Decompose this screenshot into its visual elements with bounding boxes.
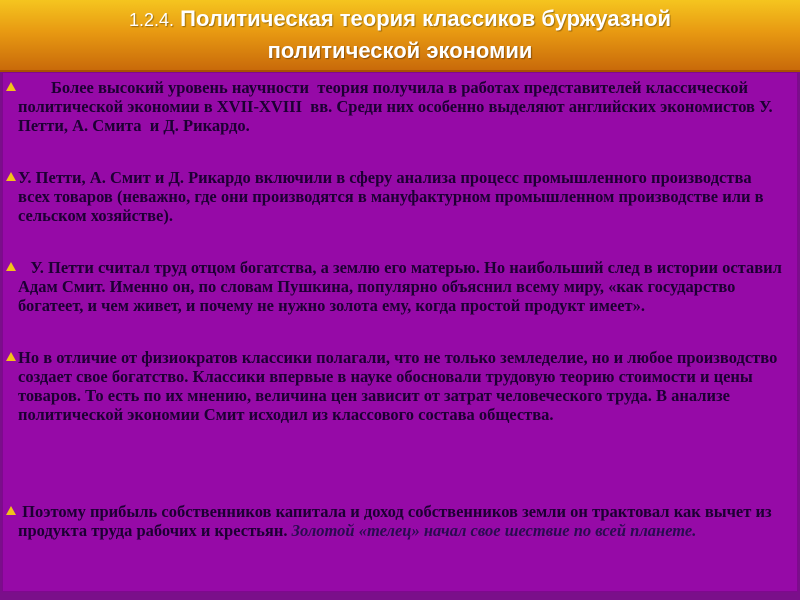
bullet-item: [18, 502, 786, 540]
content-panel: [2, 72, 798, 592]
bullet-item: [18, 348, 786, 424]
bullet-italic-text: Золотой «телец» начал свое шествие по всей планете.: [291, 521, 697, 540]
slide-title-line2: политической экономии: [267, 38, 533, 63]
bullet-text: У. Петти, А. Смит и Д. Рикардо включили в сферу анализа процесс промышленного производства всех товаров (неважно, где они производятся в мануфактурном промышленном производстве или в сельском хозяйстве).: [18, 168, 764, 225]
title-text-line1: Политическая теория классиков буржуазной: [180, 6, 672, 31]
section-number: 1.2.4.: [128, 10, 174, 30]
bullet-text: Но в отличие от физиократов классики полагали, что не только земледелие, но и любое производство создает свое богатство. Классики впервые в науке обосновали трудовую теорию стоимости и цены товаров. То есть по их мнению, величина цен зависит от затрат человеческого труда. В анализе политической экономии Смит исходил из классового состава общества.: [18, 348, 778, 424]
triangle-bullet-icon: [6, 82, 16, 91]
slide-header: [0, 0, 800, 72]
slide-title-line1: [0, 6, 800, 32]
triangle-bullet-icon: [6, 352, 16, 361]
triangle-bullet-icon: [6, 172, 16, 181]
bullet-text: Поэтому прибыль собственников капитала и доход собственников земли он трактовал как вычет из продукта труда рабочих и крестьян.: [18, 502, 776, 540]
triangle-bullet-icon: [6, 262, 16, 271]
bullet-item: [18, 168, 786, 225]
bullet-item: [18, 258, 786, 315]
bullet-text: У. Петти считал труд отцом богатства, а землю его матерью. Но наибольший след в истории оставил Адам Смит. Именно он, по словам Пушкина, популярно объяснил всему миру, «как государство богатеет, и чем живет, и почему не нужно золота ему, когда простой продукт имеет».: [18, 258, 787, 315]
bullet-text: Более высокий уровень научности теория получила в работах представителей классической политической экономии в XVII-XVIII вв. Среди них особенно выделяют английских экономистов У. Петти, А. Смита и Д. Рикардо.: [18, 78, 777, 135]
bullet-item: [18, 78, 786, 135]
triangle-bullet-icon: [6, 506, 16, 515]
